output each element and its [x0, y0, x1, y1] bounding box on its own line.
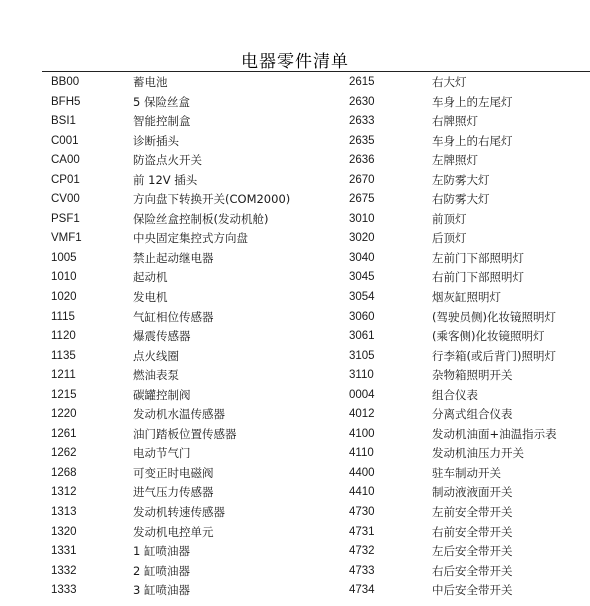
part-code-left: BFH5	[51, 95, 81, 108]
part-code-left: PSF1	[51, 212, 80, 225]
part-code-right: 2633	[349, 115, 375, 128]
part-name-left: 5 保险丝盒	[133, 94, 190, 109]
part-name-right: 制动液液面开关	[432, 485, 513, 500]
table-row	[0, 151, 590, 171]
table-row	[0, 93, 590, 113]
part-name-right: 分离式组合仪表	[432, 407, 513, 422]
table-row	[0, 581, 590, 601]
part-code-left: 1135	[51, 349, 76, 362]
part-name-right: 左牌照灯	[432, 153, 478, 168]
table-row	[0, 308, 590, 328]
table-row	[0, 73, 590, 93]
part-code-left: C001	[51, 134, 79, 147]
part-code-right: 4731	[349, 525, 375, 538]
part-code-left: CA00	[51, 154, 80, 167]
part-name-left: 发电机	[133, 290, 168, 305]
table-row	[0, 503, 590, 523]
part-name-right: 发动机油面+油温指示表	[432, 426, 557, 441]
part-name-right: 后顶灯	[432, 231, 467, 246]
part-name-left: 3 缸喷油器	[133, 583, 190, 598]
part-name-left: 发动机电控单元	[133, 524, 214, 539]
part-code-right: 2636	[349, 154, 375, 167]
part-code-left: 1215	[51, 388, 77, 401]
part-name-left: 点火线圈	[133, 348, 179, 363]
part-name-right: 烟灰缸照明灯	[432, 290, 501, 305]
part-code-right: 4400	[349, 466, 375, 479]
table-row	[0, 132, 590, 152]
part-name-left: 燃油表泵	[133, 368, 179, 383]
table-row	[0, 347, 590, 367]
part-name-left: 发动机水温传感器	[133, 407, 225, 422]
part-code-right: 3020	[349, 232, 375, 245]
part-code-right: 3010	[349, 212, 375, 225]
part-name-right: 左前安全带开关	[432, 505, 513, 520]
part-name-left: 油门踏板位置传感器	[133, 426, 237, 441]
part-code-right: 3054	[349, 291, 375, 304]
table-row	[0, 327, 590, 347]
part-code-right: 3061	[349, 330, 375, 343]
part-name-right: 车身上的左尾灯	[432, 94, 513, 109]
table-row	[0, 210, 590, 230]
part-name-right: 车身上的右尾灯	[432, 133, 513, 148]
part-name-right: 中后安全带开关	[432, 583, 513, 598]
part-code-right: 4110	[349, 447, 374, 460]
part-code-left: 1005	[51, 251, 77, 264]
part-name-left: 2 缸喷油器	[133, 563, 190, 578]
parts-table	[0, 73, 590, 601]
part-code-left: BSI1	[51, 115, 76, 128]
part-name-right: 右前门下部照明灯	[432, 270, 524, 285]
table-row	[0, 366, 590, 386]
part-name-left: 前 12V 插头	[133, 172, 198, 187]
part-name-right: 右前安全带开关	[432, 524, 513, 539]
part-name-left: 禁止起动继电器	[133, 250, 214, 265]
part-code-left: 1320	[51, 525, 77, 538]
part-code-left: 1313	[51, 506, 77, 519]
table-row	[0, 288, 590, 308]
part-code-left: VMF1	[51, 232, 82, 245]
part-name-left: 碳罐控制阀	[133, 387, 191, 402]
part-code-right: 3060	[349, 310, 375, 323]
part-code-left: 1333	[51, 584, 77, 597]
part-name-right: 右牌照灯	[432, 114, 478, 129]
part-name-left: 可变正时电磁阀	[133, 465, 214, 480]
part-name-left: 起动机	[133, 270, 168, 285]
part-name-right: 前顶灯	[432, 211, 467, 226]
part-code-right: 2670	[349, 173, 375, 186]
part-name-left: 爆震传感器	[133, 329, 191, 344]
part-name-right: (驾驶员侧)化妆镜照明灯	[432, 309, 556, 324]
part-code-left: 1220	[51, 408, 77, 421]
table-row	[0, 464, 590, 484]
part-name-right: 左后安全带开关	[432, 544, 513, 559]
part-name-right: 右大灯	[432, 75, 467, 89]
part-name-right: 行李箱(或后背门)照明灯	[432, 348, 556, 363]
part-code-left: 1312	[51, 486, 77, 499]
part-code-left: CP01	[51, 173, 80, 186]
part-code-left: 1211	[51, 369, 76, 382]
part-code-left: 1120	[51, 330, 76, 343]
part-name-right: 驻车制动开关	[432, 465, 501, 480]
part-name-left: 防盗点火开关	[133, 153, 202, 168]
part-code-left: BB00	[51, 76, 80, 88]
table-row	[0, 190, 590, 210]
part-name-right: 组合仪表	[432, 387, 478, 402]
part-name-left: 方向盘下转换开关(COM2000)	[133, 192, 291, 207]
part-name-left: 蓄电池	[133, 75, 168, 89]
part-code-left: 1020	[51, 291, 77, 304]
part-code-right: 2635	[349, 134, 375, 147]
part-code-right: 4410	[349, 486, 375, 499]
part-name-left: 诊断插头	[133, 133, 179, 148]
part-code-left: 1332	[51, 564, 77, 577]
part-code-left: 1010	[51, 271, 77, 284]
part-name-right: (乘客侧)化妆镜照明灯	[432, 329, 545, 344]
part-code-right: 3110	[349, 369, 374, 382]
part-code-right: 0004	[349, 388, 375, 401]
part-code-right: 3105	[349, 349, 375, 362]
table-row	[0, 562, 590, 582]
table-row	[0, 268, 590, 288]
part-code-left: 1331	[51, 545, 77, 558]
part-name-left: 电动节气门	[133, 446, 191, 461]
part-name-left: 1 缸喷油器	[133, 544, 190, 559]
table-row	[0, 444, 590, 464]
table-row	[0, 229, 590, 249]
part-name-left: 保险丝盒控制板(发动机舱)	[133, 211, 269, 226]
part-code-right: 2630	[349, 95, 375, 108]
part-name-right: 发动机油压力开关	[432, 446, 524, 461]
table-row	[0, 112, 590, 132]
part-name-right: 杂物箱照明开关	[432, 368, 513, 383]
part-code-right: 3045	[349, 271, 375, 284]
table-row	[0, 542, 590, 562]
part-code-left: 1115	[51, 310, 75, 323]
part-code-right: 4012	[349, 408, 375, 421]
part-name-left: 进气压力传感器	[133, 485, 214, 500]
part-name-right: 左防雾大灯	[432, 172, 490, 187]
header-rule	[42, 71, 590, 72]
part-code-right: 4730	[349, 506, 375, 519]
part-code-right: 4100	[349, 427, 375, 440]
part-name-right: 右后安全带开关	[432, 563, 513, 578]
table-row	[0, 171, 590, 191]
part-name-left: 智能控制盒	[133, 114, 191, 129]
part-code-left: 1261	[51, 427, 77, 440]
document-title: 电器零件清单	[241, 52, 349, 72]
part-code-right: 4734	[349, 584, 375, 597]
part-code-right: 2615	[349, 76, 375, 88]
table-row	[0, 523, 590, 543]
part-name-left: 中央固定集控式方向盘	[133, 231, 248, 246]
table-row	[0, 386, 590, 406]
part-code-right: 2675	[349, 193, 375, 206]
part-code-right: 4732	[349, 545, 375, 558]
part-code-left: 1262	[51, 447, 77, 460]
part-code-right: 4733	[349, 564, 375, 577]
table-row	[0, 483, 590, 503]
part-code-right: 3040	[349, 251, 375, 264]
table-row	[0, 425, 590, 445]
part-name-right: 右防雾大灯	[432, 192, 490, 207]
part-name-right: 左前门下部照明灯	[432, 250, 524, 265]
table-row	[0, 405, 590, 425]
part-name-left: 发动机转速传感器	[133, 505, 225, 520]
table-row	[0, 249, 590, 269]
part-code-left: CV00	[51, 193, 80, 206]
part-code-left: 1268	[51, 466, 77, 479]
part-name-left: 气缸相位传感器	[133, 309, 214, 324]
